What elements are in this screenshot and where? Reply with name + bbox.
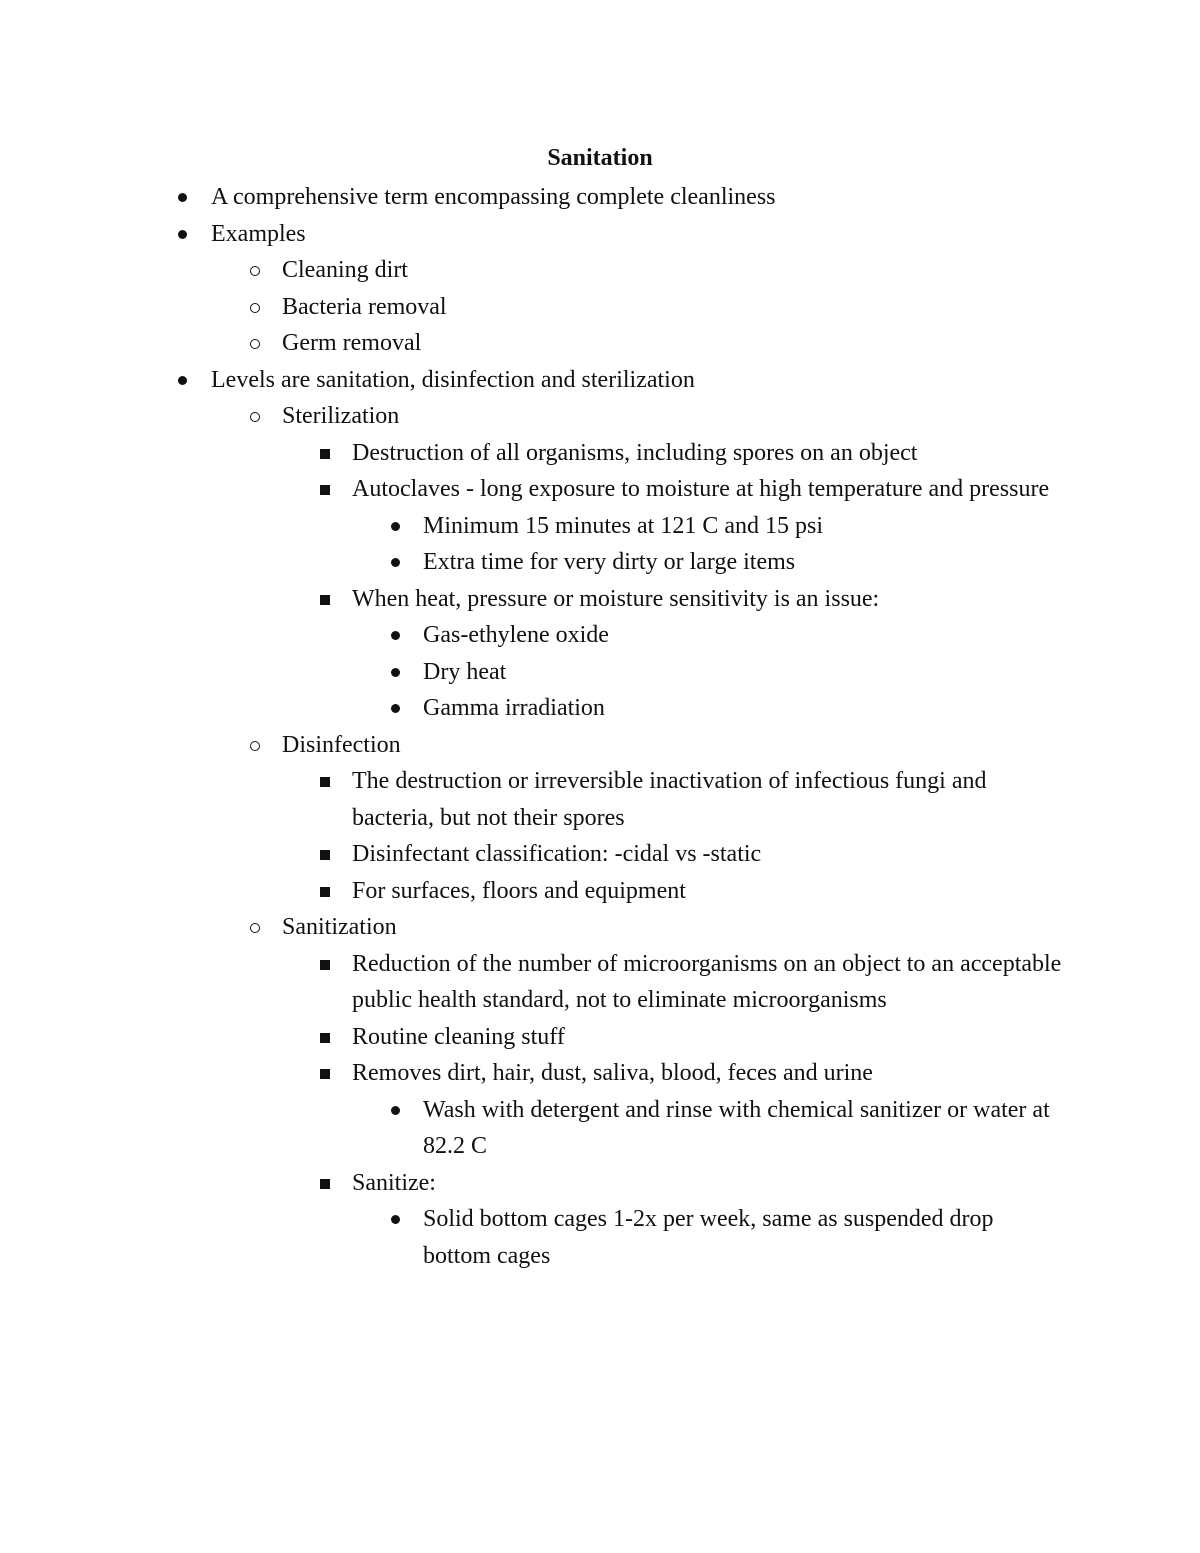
square-bullet-icon bbox=[320, 1069, 330, 1079]
list-item-text: Dry heat bbox=[423, 658, 507, 685]
list-item-text: Reduction of the number of microorganisms on an object to an acceptable public health standard, not to eliminate microorganisms bbox=[352, 950, 1062, 1013]
circle-bullet-icon bbox=[250, 923, 260, 933]
square-bullet-icon bbox=[320, 850, 330, 860]
bullet-list bbox=[0, 179, 1200, 1274]
disc-bullet-icon bbox=[391, 704, 400, 713]
list-item-text: A comprehensive term encompassing complete cleanliness bbox=[211, 184, 776, 210]
list-item-text: Bacteria removal bbox=[282, 293, 447, 320]
list-item bbox=[0, 544, 1063, 581]
list-item bbox=[0, 179, 1061, 216]
list-item-text: Disinfectant classification: -cidal vs -static bbox=[352, 841, 762, 867]
list-item bbox=[0, 398, 1062, 435]
disc-bullet-icon bbox=[391, 1215, 400, 1224]
list-item-text: Destruction of all organisms, including spores on an object bbox=[352, 439, 918, 466]
square-bullet-icon bbox=[320, 777, 330, 787]
circle-bullet-icon bbox=[250, 266, 260, 276]
list-item bbox=[0, 654, 1063, 691]
list-item-text: Levels are sanitation, disinfection and sterilization bbox=[211, 366, 695, 393]
list-item-text: Gamma irradiation bbox=[423, 695, 605, 721]
list-item bbox=[0, 362, 1061, 399]
list-item bbox=[0, 216, 1061, 253]
square-bullet-icon bbox=[320, 887, 330, 897]
list-item bbox=[0, 909, 1062, 946]
circle-bullet-icon bbox=[250, 303, 260, 313]
list-item bbox=[0, 617, 1063, 654]
list-item-text: For surfaces, floors and equipment bbox=[352, 877, 686, 904]
list-item-text: Solid bottom cages 1-2x per week, same as suspended drop bottom cages bbox=[423, 1206, 994, 1269]
square-bullet-icon bbox=[320, 595, 330, 605]
list-item-text: Germ removal bbox=[282, 330, 422, 356]
list-item bbox=[0, 873, 1062, 910]
disc-bullet-icon bbox=[178, 230, 187, 239]
list-item-text: Cleaning dirt bbox=[282, 257, 408, 283]
list-item bbox=[0, 1165, 1062, 1202]
list-item-text: Extra time for very dirty or large items bbox=[423, 549, 796, 575]
list-item bbox=[0, 471, 1062, 508]
list-item-text: Autoclaves - long exposure to moisture at high temperature and pressure bbox=[352, 476, 1050, 502]
list-item-text: Wash with detergent and rinse with chemical sanitizer or water at 82.2 C bbox=[423, 1096, 1050, 1159]
list-item-text: Disinfection bbox=[282, 731, 401, 758]
circle-bullet-icon bbox=[250, 741, 260, 751]
disc-bullet-icon bbox=[178, 193, 187, 202]
circle-bullet-icon bbox=[250, 339, 260, 349]
list-item bbox=[0, 1055, 1062, 1092]
list-item bbox=[0, 289, 1062, 326]
disc-bullet-icon bbox=[391, 631, 400, 640]
list-item bbox=[0, 836, 1062, 873]
list-item bbox=[0, 763, 1062, 836]
square-bullet-icon bbox=[320, 485, 330, 495]
list-item-text: Sterilization bbox=[282, 403, 400, 429]
list-item-text: Gas-ethylene oxide bbox=[423, 622, 609, 648]
square-bullet-icon bbox=[320, 449, 330, 459]
list-item-text: Minimum 15 minutes at 121 C and 15 psi bbox=[423, 512, 823, 539]
disc-bullet-icon bbox=[391, 522, 400, 531]
square-bullet-icon bbox=[320, 960, 330, 970]
disc-bullet-icon bbox=[391, 558, 400, 567]
list-item-text: Removes dirt, hair, dust, saliva, blood, feces and urine bbox=[352, 1060, 873, 1086]
disc-bullet-icon bbox=[391, 668, 400, 677]
list-item bbox=[0, 435, 1062, 472]
list-item bbox=[0, 946, 1062, 1019]
square-bullet-icon bbox=[320, 1179, 330, 1189]
list-item bbox=[0, 1092, 1063, 1165]
disc-bullet-icon bbox=[391, 1106, 400, 1115]
list-item bbox=[0, 1201, 1063, 1274]
list-item-text: Sanitize: bbox=[352, 1169, 436, 1196]
list-item-text: The destruction or irreversible inactivation of infectious fungi and bacteria, but not their spores bbox=[352, 768, 987, 831]
list-item bbox=[0, 581, 1062, 618]
list-item-text: Routine cleaning stuff bbox=[352, 1023, 565, 1050]
list-item-text: Examples bbox=[211, 220, 306, 247]
page-title: Sanitation bbox=[547, 145, 653, 171]
circle-bullet-icon bbox=[250, 412, 260, 422]
list-item bbox=[0, 252, 1062, 289]
list-item-text: When heat, pressure or moisture sensitivity is an issue: bbox=[352, 585, 880, 612]
list-item bbox=[0, 1019, 1062, 1056]
list-item bbox=[0, 508, 1063, 545]
disc-bullet-icon bbox=[178, 376, 187, 385]
list-item bbox=[0, 727, 1062, 764]
list-item bbox=[0, 690, 1063, 727]
square-bullet-icon bbox=[320, 1033, 330, 1043]
list-item bbox=[0, 325, 1062, 362]
list-item-text: Sanitization bbox=[282, 914, 397, 940]
